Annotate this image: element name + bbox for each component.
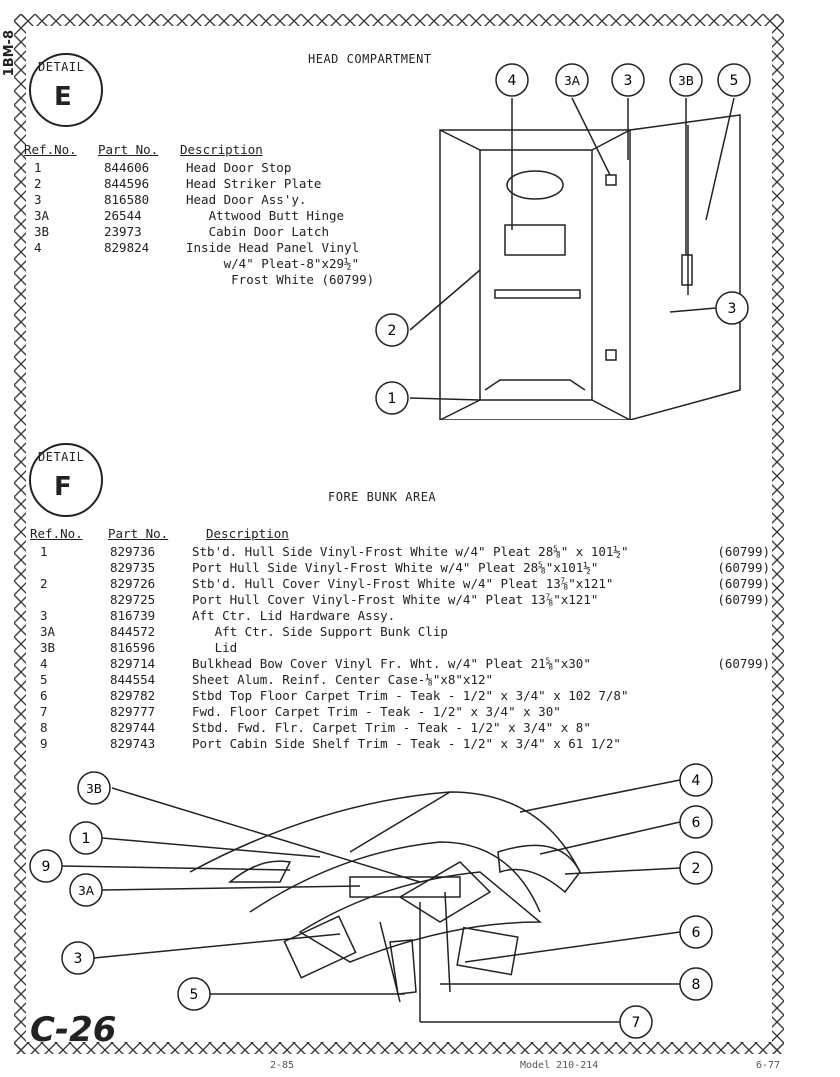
svg-text:5: 5 bbox=[189, 987, 199, 1003]
svg-text:3B: 3B bbox=[86, 782, 102, 796]
detail-f-desc-cell: Stbd. Fwd. Flr. Carpet Trim - Teak - 1/2" x 3/4" x 8" bbox=[192, 720, 591, 735]
detail-f-part-cell: 829777 bbox=[110, 704, 156, 719]
callout-8 bbox=[680, 968, 712, 1000]
detail-e-desc-cell: Inside Head Panel Vinyl bbox=[186, 240, 360, 255]
callout-4 bbox=[496, 64, 528, 96]
fore-bunk-drawing bbox=[20, 762, 760, 1052]
head-compartment-drawing bbox=[370, 60, 770, 420]
detail-e-desc-cell: Head Door Ass'y. bbox=[186, 192, 307, 207]
callout-9 bbox=[30, 850, 62, 882]
detail-e-part-cell: 816580 bbox=[104, 192, 150, 207]
callout-5 bbox=[718, 64, 750, 96]
detail-f-desc-cell: Stb'd. Hull Side Vinyl-Frost White w/4" Pleat 28⅝" x 101½" bbox=[192, 544, 629, 559]
detail-e-row bbox=[24, 272, 374, 288]
detail-f-part-cell: 829743 bbox=[110, 736, 156, 751]
detail-f-ref-header: Ref.No. bbox=[30, 526, 83, 541]
detail-f-desc-cell: Fwd. Floor Carpet Trim - Teak - 1/2" x 3/4" x 30" bbox=[192, 704, 561, 719]
detail-e-badge bbox=[26, 50, 106, 130]
detail-e-row bbox=[24, 224, 374, 240]
detail-f-desc-cell: Stbd Top Floor Carpet Trim - Teak - 1/2" x 3/4" x 102 7/8" bbox=[192, 688, 629, 703]
detail-f-note-cell bbox=[708, 672, 770, 688]
detail-f-desc-cell: Lid bbox=[192, 640, 238, 655]
detail-f-row bbox=[30, 544, 770, 560]
detail-f-ref-cell: 2 bbox=[40, 576, 48, 591]
detail-e-ref-cell: 4 bbox=[34, 240, 42, 255]
footer-date: 6-77 bbox=[756, 1060, 781, 1071]
side-code: 1BM-8 bbox=[2, 30, 17, 77]
svg-text:2: 2 bbox=[691, 861, 701, 877]
detail-f-row bbox=[30, 608, 770, 624]
detail-f-note-cell bbox=[708, 736, 770, 752]
detail-f-badge bbox=[26, 440, 106, 520]
detail-e-ref-cell: 1 bbox=[34, 160, 42, 175]
detail-f-note-cell bbox=[708, 608, 770, 624]
detail-f-note-cell bbox=[708, 720, 770, 736]
detail-f-parts-table bbox=[30, 544, 770, 752]
svg-text:5: 5 bbox=[729, 73, 739, 89]
detail-e-row bbox=[24, 176, 374, 192]
callout-3A bbox=[556, 64, 588, 96]
svg-text:3A: 3A bbox=[564, 74, 580, 88]
detail-f-row bbox=[30, 688, 770, 704]
callout-3 bbox=[62, 942, 94, 974]
callout-3B bbox=[670, 64, 702, 96]
detail-e-part-cell: 829824 bbox=[104, 240, 150, 255]
svg-text:4: 4 bbox=[507, 73, 517, 89]
detail-f-letter: F bbox=[54, 472, 72, 502]
detail-f-note-cell: (60799) bbox=[717, 656, 770, 671]
detail-f-ref-cell: 4 bbox=[40, 656, 48, 671]
detail-e-row bbox=[24, 192, 374, 208]
svg-text:3: 3 bbox=[623, 73, 633, 89]
footer-left-code: 2-85 bbox=[270, 1060, 295, 1071]
detail-e-row bbox=[24, 160, 374, 176]
detail-f-part-cell: 829735 bbox=[110, 560, 156, 575]
detail-f-ref-cell: 6 bbox=[40, 688, 48, 703]
detail-e-part-cell: 26544 bbox=[104, 208, 142, 223]
detail-f-part-cell: 829782 bbox=[110, 688, 156, 703]
callout-3B bbox=[78, 772, 110, 804]
detail-f-desc-cell: Bulkhead Bow Cover Vinyl Fr. Wht. w/4" Pleat 21⅝"x30" bbox=[192, 656, 591, 671]
svg-text:2: 2 bbox=[387, 323, 397, 339]
detail-f-row bbox=[30, 592, 770, 608]
svg-text:1: 1 bbox=[81, 831, 91, 847]
detail-f-part-cell: 816596 bbox=[110, 640, 156, 655]
detail-f-note-cell bbox=[708, 624, 770, 640]
callout-3A bbox=[70, 874, 102, 906]
callout-6 bbox=[680, 916, 712, 948]
detail-e-part-cell: 844606 bbox=[104, 160, 150, 175]
detail-f-part-cell: 829725 bbox=[110, 592, 156, 607]
detail-f-note-cell: (60799) bbox=[717, 592, 770, 607]
detail-f-note-cell: (60799) bbox=[717, 576, 770, 591]
callout-1 bbox=[376, 382, 408, 414]
callout-2 bbox=[376, 314, 408, 346]
page-code: C-26 bbox=[30, 1010, 117, 1050]
detail-f-ref-cell: 9 bbox=[40, 736, 48, 751]
detail-e-desc-cell: Cabin Door Latch bbox=[186, 224, 329, 239]
detail-f-note-cell bbox=[708, 704, 770, 720]
detail-f-part-cell: 829736 bbox=[110, 544, 156, 559]
detail-e-label: DETAIL bbox=[38, 60, 85, 74]
detail-e-part-cell bbox=[104, 256, 186, 272]
callout-3 bbox=[716, 292, 748, 324]
detail-f-note-cell bbox=[708, 640, 770, 656]
detail-f-part-cell: 844554 bbox=[110, 672, 156, 687]
svg-text:6: 6 bbox=[691, 925, 701, 941]
callout-7 bbox=[620, 1006, 652, 1038]
detail-e-ref-cell bbox=[24, 256, 104, 272]
detail-f-ref-cell: 5 bbox=[40, 672, 48, 687]
detail-f-row bbox=[30, 656, 770, 672]
svg-text:8: 8 bbox=[691, 977, 701, 993]
detail-e-title: HEAD COMPARTMENT bbox=[308, 52, 432, 66]
detail-f-part-cell: 816739 bbox=[110, 608, 156, 623]
detail-e-part-cell bbox=[104, 272, 186, 288]
detail-f-note-cell: (60799) bbox=[717, 544, 770, 559]
svg-text:3: 3 bbox=[73, 951, 83, 967]
detail-f-row bbox=[30, 560, 770, 576]
callout-1 bbox=[70, 822, 102, 854]
callout-5 bbox=[178, 978, 210, 1010]
detail-f-row bbox=[30, 624, 770, 640]
detail-e-desc-cell: Frost White (60799) bbox=[186, 272, 375, 287]
footer-model: Model 210-214 bbox=[520, 1060, 599, 1071]
svg-text:3B: 3B bbox=[678, 74, 694, 88]
svg-text:1: 1 bbox=[387, 391, 397, 407]
detail-f-row bbox=[30, 576, 770, 592]
detail-f-title: FORE BUNK AREA bbox=[328, 490, 437, 504]
detail-e-desc-cell: Attwood Butt Hinge bbox=[186, 208, 345, 223]
detail-f-desc-cell: Sheet Alum. Reinf. Center Case-⅛"x8"x12" bbox=[192, 672, 494, 687]
detail-f-desc-cell: Aft Ctr. Lid Hardware Assy. bbox=[192, 608, 396, 623]
detail-f-ref-cell: 3 bbox=[40, 608, 48, 623]
callout-4 bbox=[680, 764, 712, 796]
detail-e-ref-cell: 3 bbox=[34, 192, 42, 207]
detail-e-part-cell: 844596 bbox=[104, 176, 150, 191]
detail-f-desc-cell: Port Cabin Side Shelf Trim - Teak - 1/2" x 3/4" x 61 1/2" bbox=[192, 736, 621, 751]
callout-3 bbox=[612, 64, 644, 96]
detail-f-part-cell: 829714 bbox=[110, 656, 156, 671]
detail-e-row bbox=[24, 208, 374, 224]
detail-f-desc-header: Description bbox=[206, 526, 289, 541]
detail-e-part-cell: 23973 bbox=[104, 224, 142, 239]
detail-f-row bbox=[30, 736, 770, 752]
detail-e-desc-cell: Head Striker Plate bbox=[186, 176, 322, 191]
svg-text:6: 6 bbox=[691, 815, 701, 831]
detail-e-desc-cell: w/4" Pleat-8"x29½" bbox=[186, 256, 360, 271]
detail-e-ref-cell bbox=[24, 272, 104, 288]
detail-f-row bbox=[30, 704, 770, 720]
detail-f-part-cell: 844572 bbox=[110, 624, 156, 639]
detail-f-ref-cell: 3A bbox=[40, 624, 56, 639]
detail-f-note-cell bbox=[708, 688, 770, 704]
detail-e-row bbox=[24, 256, 374, 272]
detail-f-desc-cell: Stb'd. Hull Cover Vinyl-Frost White w/4" Pleat 13⅞"x121" bbox=[192, 576, 614, 591]
detail-f-desc-cell: Port Hull Cover Vinyl-Frost White w/4" Pleat 13⅞"x121" bbox=[192, 592, 599, 607]
svg-text:3A: 3A bbox=[78, 884, 94, 898]
detail-e-part-header: Part No. bbox=[98, 142, 159, 157]
detail-f-label: DETAIL bbox=[38, 450, 85, 464]
detail-f-part-cell: 829726 bbox=[110, 576, 156, 591]
detail-e-ref-cell: 3A bbox=[34, 208, 50, 223]
detail-f-ref-cell bbox=[30, 592, 110, 608]
detail-e-ref-header: Ref.No. bbox=[24, 142, 77, 157]
svg-text:7: 7 bbox=[631, 1015, 641, 1031]
detail-e-row bbox=[24, 240, 374, 256]
detail-f-row bbox=[30, 672, 770, 688]
detail-f-ref-cell: 3B bbox=[40, 640, 56, 655]
detail-e-ref-cell: 3B bbox=[34, 224, 50, 239]
detail-f-part-header: Part No. bbox=[108, 526, 169, 541]
svg-text:3: 3 bbox=[727, 301, 737, 317]
detail-f-desc-cell: Port Hull Side Vinyl-Frost White w/4" Pleat 28⅝"x101½" bbox=[192, 560, 599, 575]
detail-e-desc-header: Description bbox=[180, 142, 263, 157]
svg-text:9: 9 bbox=[41, 859, 51, 875]
detail-f-row bbox=[30, 720, 770, 736]
detail-f-ref-cell bbox=[30, 560, 110, 576]
detail-e-letter: E bbox=[54, 82, 72, 112]
detail-f-desc-cell: Aft Ctr. Side Support Bunk Clip bbox=[192, 624, 448, 639]
callout-6 bbox=[680, 806, 712, 838]
detail-e-ref-cell: 2 bbox=[34, 176, 42, 191]
detail-f-ref-cell: 8 bbox=[40, 720, 48, 735]
detail-e-parts-table bbox=[24, 160, 374, 288]
callout-2 bbox=[680, 852, 712, 884]
detail-f-note-cell: (60799) bbox=[717, 560, 770, 575]
detail-f-part-cell: 829744 bbox=[110, 720, 156, 735]
detail-e-desc-cell: Head Door Stop bbox=[186, 160, 292, 175]
svg-text:4: 4 bbox=[691, 773, 701, 789]
detail-f-row bbox=[30, 640, 770, 656]
detail-f-ref-cell: 7 bbox=[40, 704, 48, 719]
detail-f-ref-cell: 1 bbox=[40, 544, 48, 559]
